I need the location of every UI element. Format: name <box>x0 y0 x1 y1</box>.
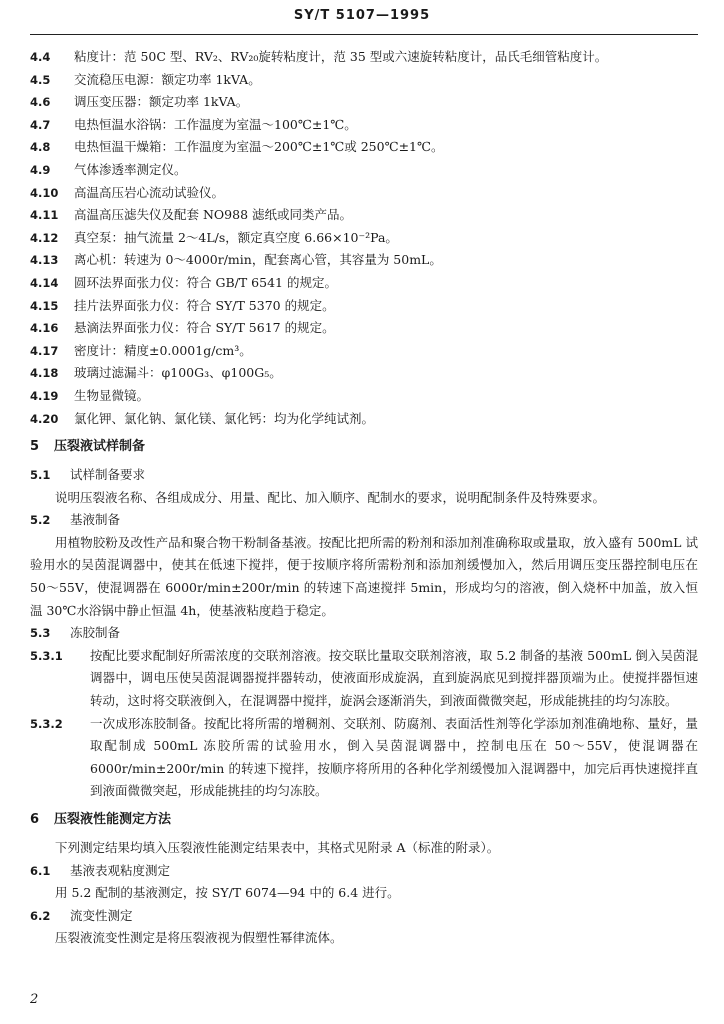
subsection-number: 6.2 <box>30 908 51 923</box>
list-item <box>30 295 698 318</box>
subsection-5-2-heading <box>30 509 698 532</box>
section-number: 6 <box>30 812 40 827</box>
subsection-number: 5.1 <box>30 468 51 483</box>
item-number: 4.10 <box>30 185 59 200</box>
list-item <box>30 114 698 137</box>
section-number: 5 <box>30 439 40 455</box>
subsection-5-1-heading <box>30 464 698 487</box>
item-text: 密度计：精度±0.0001g/cm³。 <box>74 342 252 358</box>
equipment-list <box>30 46 698 430</box>
item-number: 4.16 <box>30 321 59 336</box>
list-item <box>30 317 698 340</box>
list-item <box>30 408 698 431</box>
list-item <box>30 182 698 205</box>
list-item <box>30 362 698 385</box>
list-item <box>30 46 698 69</box>
item-number: 4.11 <box>30 208 59 223</box>
subsection-number: 5.3 <box>30 626 51 641</box>
item-number: 4.7 <box>30 117 51 132</box>
section-title: 压裂液试样制备 <box>54 439 146 455</box>
subsection-title: 流变性测定 <box>70 907 133 923</box>
subsection-number: 5.2 <box>30 513 51 528</box>
page-number: 2 <box>30 992 39 1007</box>
clause-number: 5.3.1 <box>30 648 63 663</box>
item-text: 生物显微镜。 <box>74 387 150 403</box>
item-text: 高温高压岩心流动试验仪。 <box>74 184 225 200</box>
clause-number: 5.3.2 <box>30 716 63 731</box>
clause-text: 按配比要求配制好所需浓度的交联剂溶液。按交联比量取交联剂溶液，取 5.2 制备的基液 500mL 倒入吴茵混调器中，调电压使吴茵混调器搅拌器转动，使液面形成旋涡，直到旋涡底见到搅拌器顶端为止。使搅拌器恒速转动，这时将交联液倒入，在混调器中搅拌，旋涡会逐渐消失，到液面微微突起，形成能挑挂的均匀冻胶。 <box>90 647 698 709</box>
paragraph-5-3-2 <box>30 713 698 803</box>
item-text: 气体渗透率测定仪。 <box>74 161 187 177</box>
item-text: 挂片法界面张力仪：符合 SY/T 5370 的规定。 <box>74 297 335 313</box>
subsection-5-3-heading <box>30 622 698 645</box>
list-item <box>30 69 698 92</box>
paragraph-6-2: 压裂液流变性测定是将压裂液视为假塑性幂律流体。 <box>55 930 343 946</box>
item-text: 高温高压滤失仪及配套 NO988 滤纸或同类产品。 <box>74 207 352 223</box>
item-text: 粘度计：范 50C 型、RV₂、RV₂₀旋转粘度计，范 35 型或六速旋转粘度计，品氏毛细管粘度计。 <box>74 49 608 64</box>
item-text: 电热恒温水浴锅：工作温度为室温～100℃±1℃。 <box>74 116 357 132</box>
list-item <box>30 385 698 408</box>
list-item <box>30 136 698 159</box>
item-number: 4.15 <box>30 298 59 313</box>
item-number: 4.17 <box>30 343 59 358</box>
item-text: 调压变压器：额定功率 1kVA。 <box>74 94 249 110</box>
item-text: 圆环法界面张力仪：符合 GB/T 6541 的规定。 <box>74 274 337 290</box>
item-number: 4.19 <box>30 388 59 403</box>
item-number: 4.6 <box>30 95 51 110</box>
item-number: 4.20 <box>30 411 59 426</box>
item-text: 离心机：转速为 0～4000r/min，配套离心管，其容量为 50mL。 <box>74 252 442 268</box>
subsection-number: 6.1 <box>30 863 51 878</box>
item-number: 4.12 <box>30 230 59 245</box>
list-item <box>30 340 698 363</box>
list-item <box>30 91 698 114</box>
list-item <box>30 204 698 227</box>
subsection-6-2-heading <box>30 905 698 928</box>
section-title: 压裂液性能测定方法 <box>54 812 172 827</box>
header-rule <box>30 34 698 35</box>
list-item <box>30 272 698 295</box>
document-body <box>30 46 698 950</box>
item-text: 氯化钾、氯化钠、氯化镁、氯化钙：均为化学纯试剂。 <box>74 410 375 426</box>
item-number: 4.18 <box>30 366 59 381</box>
paragraph-6-1: 用 5.2 配制的基液测定，按 SY/T 6074—94 中的 6.4 进行。 <box>55 885 400 901</box>
item-text: 真空泵：抽气流量 2～4L/s，额定真空度 6.66×10⁻²Pa。 <box>74 229 398 245</box>
clause-text: 一次成形冻胶制备。按配比将所需的增稠剂、交联剂、防腐剂、表面活性剂等化学添加剂准确地称、量好，量取配制成 500mL 冻胶所需的试验用水，倒入吴茵混调器中，控制电压在 50～55V，使混调器在 6000r/min±200r/min 的转速下搅拌，按顺序将所用的各种化学剂缓慢加入混调器中，加完后再快速搅拌直到液面微微突起，形成能挑挂的均匀冻胶。 <box>90 715 698 799</box>
item-text: 玻璃过滤漏斗：φ100G₃、φ100G₅。 <box>74 365 282 381</box>
subsection-title: 基液表观粘度测定 <box>70 862 171 878</box>
subsection-title: 基液制备 <box>70 512 121 528</box>
paragraph-5-3-1 <box>30 645 698 713</box>
item-number: 4.8 <box>30 140 51 155</box>
item-text: 悬滴法界面张力仪：符合 SY/T 5617 的规定。 <box>74 320 335 336</box>
item-text: 交流稳压电源：额定功率 1kVA。 <box>74 71 261 87</box>
standard-header: SY/T 5107—1995 <box>293 8 431 23</box>
list-item <box>30 159 698 182</box>
list-item <box>30 227 698 250</box>
subsection-title: 试样制备要求 <box>70 467 146 483</box>
paragraph-5-2: 用植物胶粉及改性产品和聚合物干粉制备基液。按配比把所需的粉剂和添加剂准确称取或量取，放入盛有 500mL 试验用水的吴茵混调器中，使其在低速下搅拌，便于按顺序将所需粉剂和添加剂缓慢加入，然后用调压变压器控制电压在 50～55V，使混调器在 6000r/min±200r/min 的转速下高速搅拌 5min，形成均匀的溶液，倒入烧杯中加盖，放入恒温 30℃水浴锅中静止恒温 4h，使基液粘度趋于稳定。 <box>30 534 698 618</box>
item-text: 电热恒温干燥箱：工作温度为室温～200℃±1℃或 250℃±1℃。 <box>74 139 444 155</box>
item-number: 4.5 <box>30 72 51 87</box>
section-5-heading <box>30 436 698 458</box>
item-number: 4.14 <box>30 275 59 290</box>
subsection-6-1-heading <box>30 860 698 883</box>
paragraph-5-1: 说明压裂液名称、各组成成分、用量、配比、加入顺序、配制水的要求，说明配制条件及特殊要求。 <box>55 489 606 505</box>
paragraph-6-intro: 下列测定结果均填入压裂液性能测定结果表中，其格式见附录 A（标准的附录）。 <box>55 840 500 855</box>
subsection-title: 冻胶制备 <box>70 625 121 641</box>
item-number: 4.9 <box>30 162 51 177</box>
item-number: 4.13 <box>30 253 59 268</box>
list-item <box>30 249 698 272</box>
section-6-heading <box>30 809 698 831</box>
item-number: 4.4 <box>30 50 51 64</box>
